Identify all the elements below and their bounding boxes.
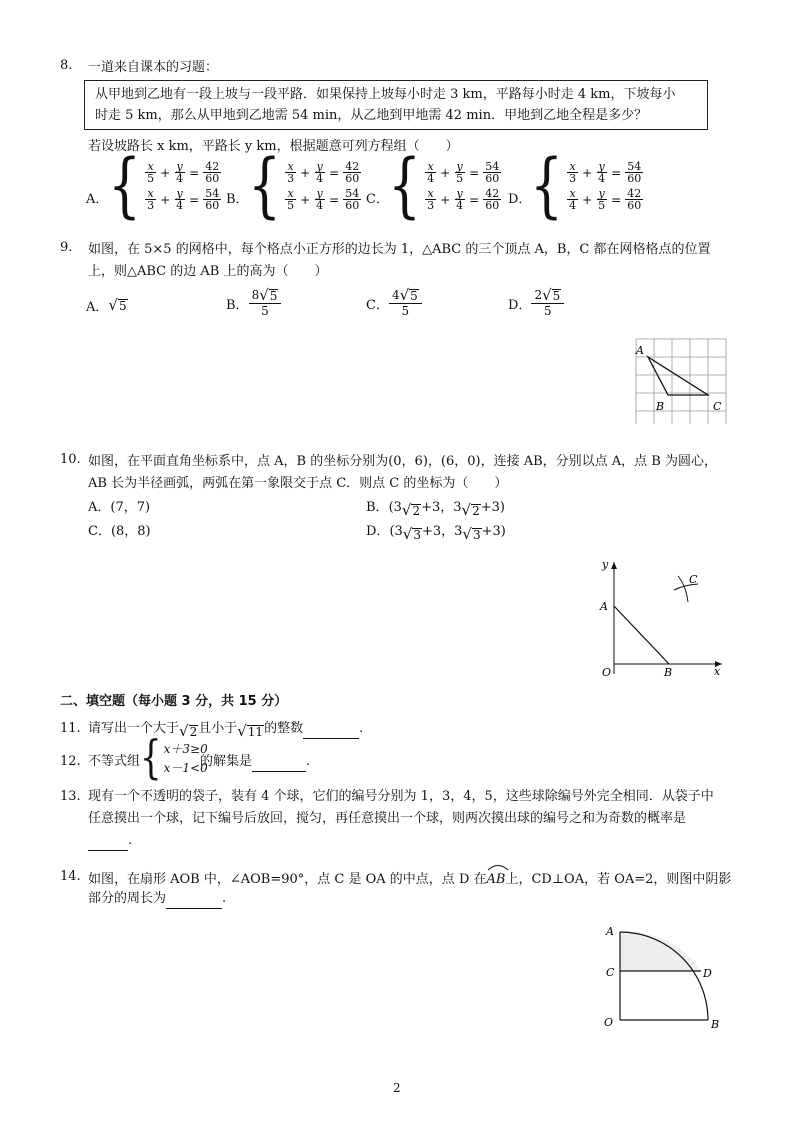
fraction [174, 188, 185, 211]
q11-mid: 且小于 [198, 721, 238, 736]
q8-option-system [530, 145, 645, 227]
fraction-numerator: 54 [205, 187, 220, 200]
q11-pre: 请写出一个大于 [88, 721, 180, 736]
q11-answer-blank[interactable] [303, 723, 359, 739]
fraction-denominator: 5 [456, 172, 464, 185]
q12-post: 的解集是 [200, 754, 253, 769]
q14-number: 14. [60, 869, 81, 884]
fraction [343, 161, 361, 184]
q8-equation [283, 188, 363, 211]
q10-option-a: A．(7，7) [88, 500, 151, 515]
operator: + [440, 165, 451, 180]
q10-option-b-part3: +3) [480, 500, 505, 515]
fraction [625, 161, 643, 184]
q8-box-line2: 时走 5 km，那么从甲地到乙地需 54 min，从乙地到甲地需 42 min．甲地到乙地全程是多少？ [95, 108, 648, 123]
q9-triangle-abc [648, 357, 708, 395]
radicand: 5 [269, 289, 278, 303]
q9-line1: 如图，在 5×5 的网格中，每个格点小正方形的边长为 1，△ABC 的三个顶点 A，B，C 都在网格格点的位置 [88, 242, 711, 257]
fraction-numerator: y [598, 160, 605, 173]
q10-option-d-label: D． [366, 524, 390, 539]
q13-number: 13. [60, 789, 81, 804]
q9-label-b: B [656, 400, 665, 413]
q10-option-d-rad2: 3 [472, 528, 481, 542]
fraction-numerator [249, 288, 282, 304]
q10-option-d-sqrt2: √ 3 [462, 525, 481, 543]
q9-option [508, 288, 564, 319]
radical-sign: √ [259, 286, 269, 304]
q14-end: . [222, 891, 227, 906]
q11-sqrt11: √ 11 [237, 722, 264, 740]
q10-label-x: x [714, 665, 721, 678]
fraction-denominator: 60 [345, 199, 360, 212]
operator: + [160, 192, 171, 207]
q8-option-label: D． [508, 192, 532, 207]
q9-line2: 上，则△ABC 的边 AB 上的高为（ ） [88, 264, 328, 279]
q10-segment-ab [614, 606, 669, 664]
q11-text [88, 719, 363, 739]
fraction-denominator: 5 [401, 304, 410, 318]
q9-option [86, 296, 128, 315]
q11-sqrt2: √ 2 [179, 722, 198, 740]
fraction-numerator: y [456, 160, 463, 173]
q9-option [366, 288, 422, 319]
q9-label-c: C [713, 400, 722, 413]
q10-label-c: C [689, 573, 698, 586]
q8-system-rows [565, 161, 645, 211]
q9-option [226, 288, 281, 319]
q14-arc-ab [487, 867, 506, 890]
fraction-denominator: 60 [345, 172, 360, 185]
q9-option-label: C． [366, 298, 389, 313]
q14-label-a: A [606, 925, 614, 938]
q14-line1b: 上，CD⊥OA，若 OA=2，则图中阴影 [505, 872, 732, 887]
operator: + [582, 165, 593, 180]
fraction [425, 161, 436, 184]
fraction [483, 188, 501, 211]
fraction-denominator: 60 [205, 199, 220, 212]
operator: = [329, 192, 340, 207]
fraction-numerator: 42 [627, 187, 642, 200]
q8-system-rows [143, 161, 223, 211]
sqrt-expression [392, 288, 419, 303]
fraction-denominator: 5 [598, 199, 606, 212]
fraction-numerator: 42 [205, 160, 220, 173]
operator: = [611, 192, 622, 207]
fraction [567, 188, 578, 211]
q10-option-c: C．(8，8) [88, 524, 151, 539]
fraction [454, 161, 465, 184]
q12-system [140, 731, 208, 785]
fraction-denominator: 60 [627, 199, 642, 212]
q8-stem: 一道来自课本的习题： [88, 60, 219, 75]
q13-end: . [128, 833, 133, 848]
fraction-denominator: 4 [427, 172, 435, 185]
page-number: 2 [393, 1081, 401, 1095]
fraction-numerator: x [569, 187, 576, 200]
q10-option-b-sqrt1: √ 2 [401, 501, 421, 519]
sqrt-coefficient: 4 [391, 288, 400, 302]
fraction [425, 188, 436, 211]
q14-line2 [88, 889, 226, 909]
q12-row2: x－1<0 [163, 761, 208, 775]
fraction-denominator: 4 [176, 199, 184, 212]
fraction-denominator: 3 [569, 172, 577, 185]
q8-option-label: C． [366, 192, 389, 207]
fraction-denominator: 4 [569, 199, 577, 212]
q8-equation [565, 161, 645, 184]
sqrt-expression [534, 288, 561, 303]
fraction-denominator: 3 [287, 172, 295, 185]
q10-option-b-rad1: 2 [412, 504, 421, 518]
operator: + [300, 165, 311, 180]
q14-arc-label: AB [486, 872, 506, 887]
q12-brace: { [140, 731, 162, 785]
fraction-numerator [531, 288, 564, 304]
q14-line1a: 如图，在扇形 AOB 中，∠AOB=90°，点 C 是 OA 的中点，点 D 在 [88, 872, 487, 887]
q8-box-line1: 从甲地到乙地有一段上坡与一段平路．如果保持上坡每小时走 3 km，平路每小时走 4 km，下坡每小 [95, 87, 676, 102]
q8-option-label: B． [226, 192, 249, 207]
fraction-numerator: x [147, 160, 154, 173]
q8-number: 8. [60, 58, 73, 73]
fraction [174, 161, 185, 184]
fraction-denominator: 60 [485, 199, 500, 212]
q8-equation [423, 188, 503, 211]
fraction-denominator: 60 [627, 172, 642, 185]
q10-number: 10. [60, 452, 81, 467]
q11-end: . [359, 721, 364, 736]
q8-system-rows [283, 161, 363, 211]
fraction [249, 288, 282, 319]
sqrt-expression [252, 288, 279, 303]
q10-option-d-sqrt1: √ 3 [402, 525, 421, 543]
q8-system-rows [423, 161, 503, 211]
q10-coordinate-figure [594, 556, 734, 680]
q10-option-b-label: B． [366, 500, 389, 515]
fraction [203, 188, 221, 211]
operator: + [440, 192, 451, 207]
q10-option-d-part2: +3，3 [421, 524, 463, 539]
q8-equation [565, 188, 645, 211]
q10-option-b-part2: +3，3 [421, 500, 462, 515]
q12-post-wrap [200, 752, 310, 772]
fraction-numerator: 42 [485, 187, 500, 200]
fraction-numerator: 54 [627, 160, 642, 173]
q12-end: . [306, 754, 311, 769]
radicand: 5 [410, 289, 418, 303]
q11-post: 的整数 [264, 721, 304, 736]
fraction-numerator: x [147, 187, 154, 200]
q14-sector-figure [598, 918, 728, 1036]
q8-option-system [248, 145, 363, 227]
fraction [285, 161, 296, 184]
q12-pre: 不等式组 [88, 754, 141, 769]
fraction-numerator [389, 288, 422, 304]
q10-label-o: O [602, 666, 612, 679]
sqrt-coefficient: 8 [251, 288, 260, 302]
q11-rad2: 11 [247, 725, 264, 739]
q14-line1 [88, 867, 731, 890]
operator: = [189, 192, 200, 207]
fraction-numerator: x [427, 187, 434, 200]
q10-option-b-part1: (3 [388, 500, 402, 515]
q9-option-label: D． [508, 298, 532, 313]
q9-number: 9. [60, 240, 73, 255]
fraction-denominator: 4 [456, 199, 464, 212]
fraction-numerator: y [316, 160, 323, 173]
q10-label-a: A [600, 600, 608, 613]
q8-system-brace: { [108, 145, 142, 227]
fraction [625, 188, 643, 211]
q14-label-o: O [604, 1016, 614, 1029]
fraction-denominator: 5 [287, 199, 295, 212]
operator: = [469, 192, 480, 207]
fraction-numerator: y [176, 187, 183, 200]
fraction-denominator: 4 [176, 172, 184, 185]
fraction-numerator: y [456, 187, 463, 200]
q8-option-label: A． [86, 192, 109, 207]
fraction-numerator: y [598, 187, 605, 200]
section-2-heading: 二、填空题（每小题 3 分，共 15 分） [60, 694, 288, 709]
radical-sign: √ [108, 296, 118, 314]
q11-rad1: 2 [189, 725, 198, 739]
fraction-numerator: x [427, 160, 434, 173]
q8-problem-box [84, 80, 708, 130]
operator: = [189, 165, 200, 180]
q10-option-b-rad2: 2 [472, 504, 480, 518]
q10-option-d-part1: (3 [389, 524, 403, 539]
fraction-denominator: 4 [598, 172, 606, 185]
q12-answer-blank[interactable] [252, 756, 306, 772]
q8-equation [283, 161, 363, 184]
q14-label-d: D [703, 967, 712, 980]
fraction-denominator: 5 [147, 172, 155, 185]
q10-option-d-part3: +3) [481, 524, 506, 539]
fraction-denominator: 5 [261, 304, 269, 318]
fraction [596, 188, 607, 211]
fraction-denominator: 3 [147, 199, 155, 212]
fraction [596, 161, 607, 184]
radicand: 5 [118, 299, 127, 313]
q12-number: 12. [60, 754, 81, 769]
operator: = [469, 165, 480, 180]
q10-option-b-sqrt2: √ 2 [461, 501, 480, 519]
q9-grid-figure [628, 336, 732, 426]
q9-label-a: A [636, 344, 644, 357]
operator: = [329, 165, 340, 180]
q10-option-d [366, 522, 506, 542]
fraction [567, 161, 578, 184]
q14-label-b: B [711, 1018, 720, 1031]
fraction-numerator: x [569, 160, 576, 173]
q8-option-system [388, 145, 503, 227]
q14-arc-symbol [487, 863, 509, 871]
q8-equation [423, 161, 503, 184]
q8-system-brace: { [530, 145, 564, 227]
q10-arc-from-a [678, 576, 688, 602]
operator: = [611, 165, 622, 180]
q10-option-d-rad1: 3 [413, 528, 421, 542]
radicand: 5 [552, 289, 561, 303]
q9-option-label: A． [86, 300, 109, 315]
q13-line2: 任意摸出一个球，记下编号后放回，搅匀，再任意摸出一个球，则两次摸出球的编号之和为奇数的概率是 [88, 811, 687, 826]
fraction-denominator: 60 [485, 172, 500, 185]
q10-line1: 如图，在平面直角坐标系中，点 A，B 的坐标分别为(0，6)，(6，0)，连接 AB，分别以点 A，点 B 为圆心， [88, 454, 717, 469]
fraction-numerator: 54 [485, 160, 500, 173]
fraction-numerator: x [287, 187, 294, 200]
fraction [343, 188, 361, 211]
fraction [389, 288, 422, 319]
fraction [314, 188, 325, 211]
fraction [483, 161, 501, 184]
q10-option-b [366, 498, 505, 518]
operator: + [300, 192, 311, 207]
fraction-denominator: 5 [544, 304, 552, 318]
q14-label-c: C [606, 966, 615, 979]
q13-answer-blank[interactable] [88, 835, 128, 851]
fraction-numerator: y [316, 187, 323, 200]
fraction-numerator: y [176, 160, 183, 173]
fraction [285, 188, 296, 211]
q10-label-y: y [602, 558, 609, 571]
q8-equation [143, 188, 223, 211]
radical-sign: √ [399, 286, 410, 304]
q14-answer-blank[interactable] [166, 893, 222, 909]
q10-line2: AB 长为半径画弧，两弧在第一象限交于点 C．则点 C 的坐标为（ ） [88, 476, 508, 491]
q10-y-arrow [611, 562, 617, 569]
fraction [145, 188, 156, 211]
q8-option-system [108, 145, 223, 227]
fraction [145, 161, 156, 184]
q11-number: 11. [60, 721, 81, 736]
q9-option-label: B． [226, 298, 249, 313]
fraction-denominator: 4 [316, 199, 324, 212]
fraction-numerator: x [287, 160, 294, 173]
q8-system-brace: { [388, 145, 422, 227]
sqrt-expression [108, 298, 127, 313]
fraction-numerator: 42 [345, 160, 360, 173]
q13-blank-wrap [88, 831, 132, 851]
sqrt-coefficient: 2 [534, 288, 543, 302]
fraction-numerator: 54 [345, 187, 360, 200]
q12-row1: x＋3≥0 [163, 742, 208, 756]
fraction [314, 161, 325, 184]
q8-equation [143, 161, 223, 184]
operator: + [160, 165, 171, 180]
q8-setup: 若设坡路长 x km，平路长 y km，根据题意可列方程组（ ） [88, 139, 459, 154]
fraction [531, 288, 564, 319]
fraction [454, 188, 465, 211]
q10-label-b: B [664, 666, 673, 679]
q8-system-brace: { [248, 145, 282, 227]
fraction-denominator: 60 [205, 172, 220, 185]
radical-sign: √ [542, 286, 552, 304]
q13-line1: 现有一个不透明的袋子，装有 4 个球，它们的编号分别为 1，3，4，5，这些球除编号外完全相同．从袋子中 [88, 789, 714, 804]
operator: + [582, 192, 593, 207]
fraction [203, 161, 221, 184]
fraction-denominator: 4 [316, 172, 324, 185]
q14-line2-text: 部分的周长为 [88, 891, 167, 906]
fraction-denominator: 3 [427, 199, 435, 212]
